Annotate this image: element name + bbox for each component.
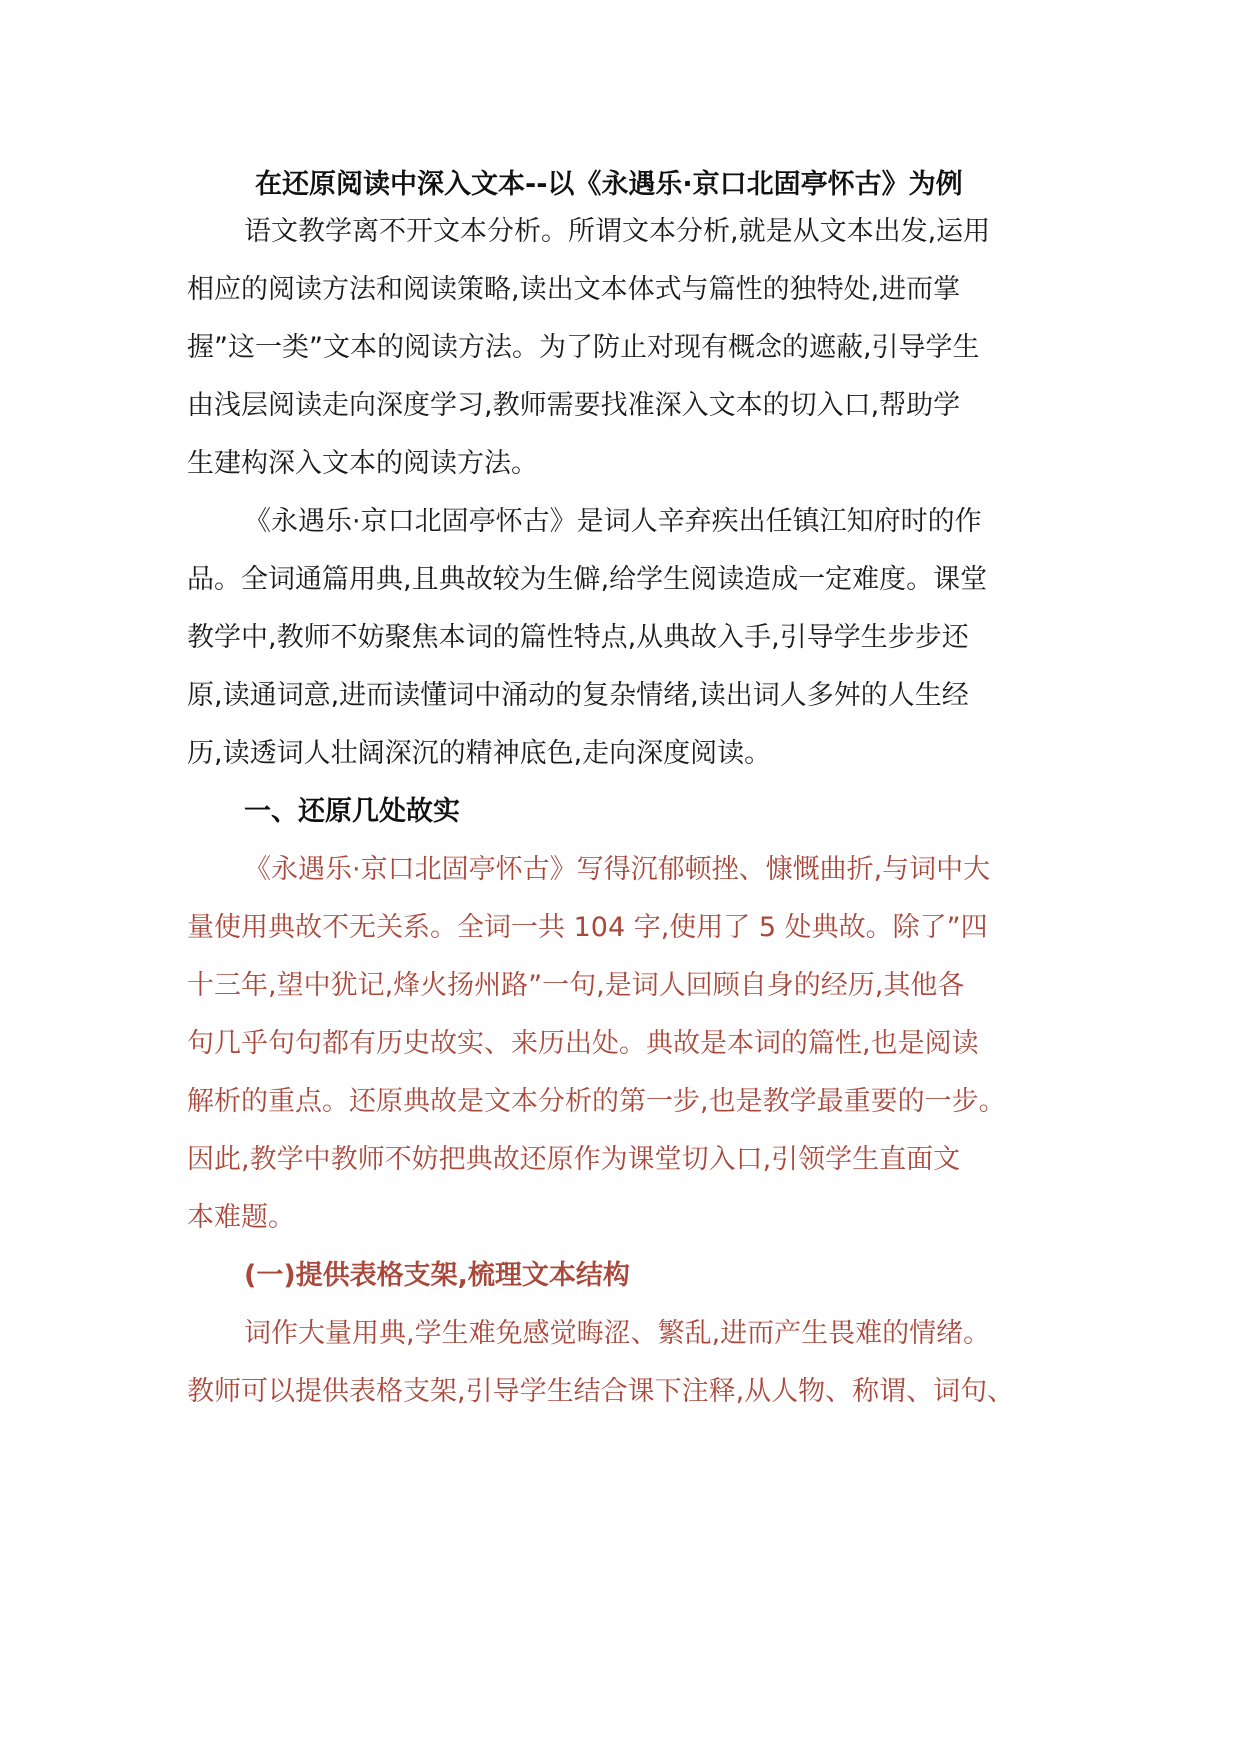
paragraph-2-line-4: 原,读通词意,进而读懂词中涌动的复杂情绪,读出词人多舛的人生经 (187, 680, 969, 711)
paragraph-2-line-3: 教学中,教师不妨聚焦本词的篇性特点,从典故入手,引导学生步步还 (187, 622, 969, 653)
paragraph-1-line-5: 生建构深入文本的阅读方法。 (187, 448, 538, 479)
paragraph-4-line-2: 教师可以提供表格支架,引导学生结合课下注释,从人物、称谓、词句、 (187, 1376, 1015, 1407)
section-1-heading: 一、还原几处故实 (244, 796, 460, 827)
paragraph-1-line-1: 语文教学离不开文本分析。所谓文本分析,就是从文本出发,运用 (244, 216, 991, 247)
paragraph-1-line-4: 由浅层阅读走向深度学习,教师需要找准深入文本的切入口,帮助学 (187, 390, 961, 421)
paragraph-3-line-4: 句几乎句句都有历史故实、来历出处。典故是本词的篇性,也是阅读 (187, 1028, 979, 1059)
subsection-1-heading: (一)提供表格支架,梳理文本结构 (244, 1260, 630, 1291)
paragraph-1-line-3: 握”这一类”文本的阅读方法。为了防止对现有概念的遮蔽,引导学生 (187, 332, 980, 363)
paragraph-2-line-5: 历,读透词人壮阔深沉的精神底色,走向深度阅读。 (187, 738, 772, 769)
paragraph-3-line-5: 解析的重点。还原典故是文本分析的第一步,也是教学最重要的一步。 (187, 1086, 1006, 1117)
paragraph-1-line-2: 相应的阅读方法和阅读策略,读出文本体式与篇性的独特处,进而掌 (187, 274, 961, 305)
paragraph-3-line-7: 本难题。 (187, 1202, 295, 1233)
paragraph-2-line-2: 品。全词通篇用典,且典故较为生僻,给学生阅读造成一定难度。课堂 (187, 564, 988, 595)
paragraph-2-line-1: 《永遇乐·京口北固亭怀古》是词人辛弃疾出任镇江知府时的作 (244, 506, 982, 537)
paragraph-3-line-3: 十三年,望中犹记,烽火扬州路”一句,是词人回顾自身的经历,其他各 (187, 970, 965, 1001)
document-title: 在还原阅读中深入文本--以《永遇乐·京口北固亭怀古》为例 (255, 169, 963, 200)
paragraph-3-line-6: 因此,教学中教师不妨把典故还原作为课堂切入口,引领学生直面文 (187, 1144, 961, 1175)
paragraph-4-line-1: 词作大量用典,学生难免感觉晦涩、繁乱,进而产生畏难的情绪。 (244, 1318, 991, 1349)
paragraph-3-line-1: 《永遇乐·京口北固亭怀古》写得沉郁顿挫、慷慨曲折,与词中大 (244, 854, 991, 885)
paragraph-3-line-2: 量使用典故不无关系。全词一共 104 字,使用了 5 处典故。除了”四 (187, 912, 988, 943)
